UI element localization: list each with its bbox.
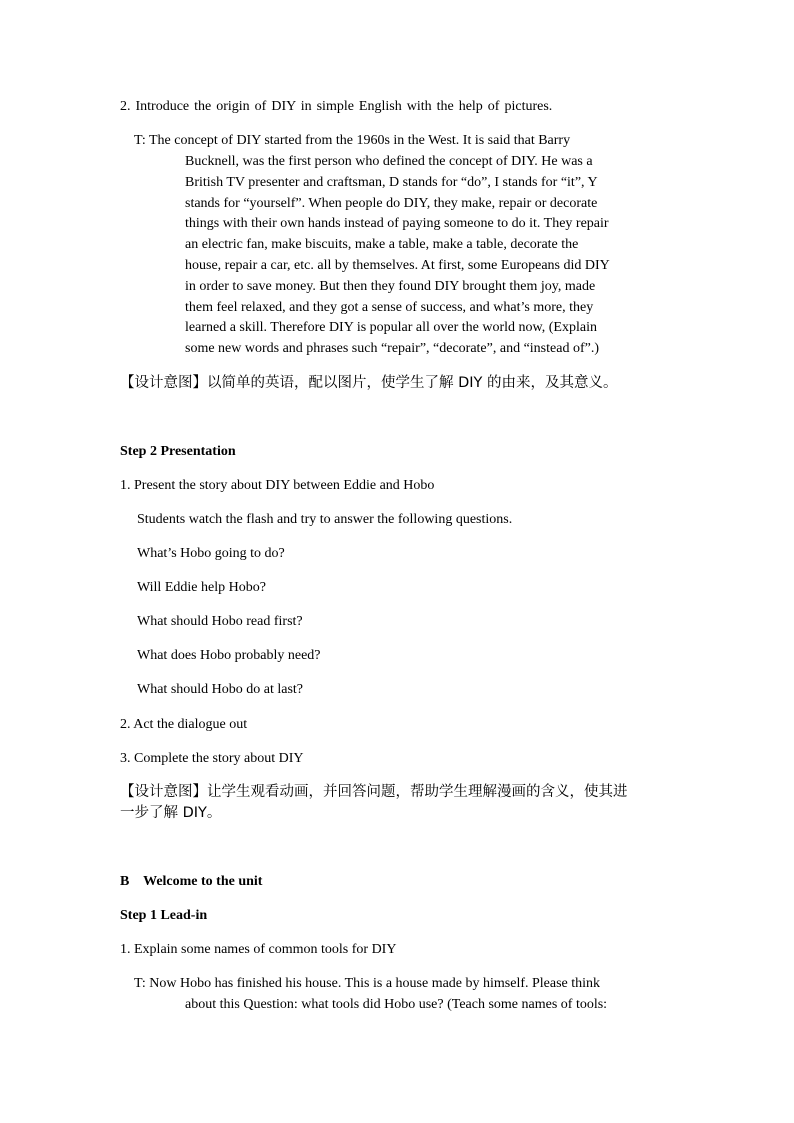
question-item: Will Eddie help Hobo? (137, 580, 266, 595)
teacher-line: T: Now Hobo has finished his house. This is a house made by himself. Please think (134, 976, 601, 991)
step-1-heading: Step 1 Lead-in (120, 908, 208, 923)
questions-intro: Students watch the flash and try to answer the following questions. (137, 512, 513, 527)
design-intent-note: 【设计意图】以简单的英语，配以图片，使学生了解 DIY 的由来，及其意义。 (120, 375, 618, 391)
paragraph-line: house, repair a car, etc. all by themselves. At first, some Europeans did DIY (185, 258, 610, 273)
question-item: What’s Hobo going to do? (137, 546, 285, 561)
step-1-item-1: 1. Explain some names of common tools for DIY (120, 942, 397, 957)
paragraph-line: in order to save money. But then they found DIY brought them joy, made (185, 279, 596, 294)
question-item: What should Hobo read first? (137, 614, 303, 629)
paragraph-line: things with their own hands instead of paying someone to do it. They repair (185, 216, 609, 231)
step-2-item-3: 3. Complete the story about DIY (120, 751, 304, 766)
question-item: What does Hobo probably need? (137, 648, 321, 663)
paragraph-line: stands for “yourself”. When people do DIY, they make, repair or decorate (185, 196, 598, 211)
paragraph-line: learned a skill. Therefore DIY is popular all over the world now, (Explain (185, 320, 597, 335)
design-intent-note-line-1: 【设计意图】让学生观看动画，并回答问题，帮助学生理解漫画的含义，使其进 (120, 784, 628, 800)
step-2-item-2: 2. Act the dialogue out (120, 717, 248, 732)
step-2-heading: Step 2 Presentation (120, 444, 236, 459)
paragraph-line: them feel relaxed, and they got a sense of success, and what’s more, they (185, 300, 594, 315)
section-b-heading: B Welcome to the unit (120, 874, 263, 889)
paragraph-line: Bucknell, was the first person who defined the concept of DIY. He was a (185, 154, 593, 169)
question-item: What should Hobo do at last? (137, 682, 304, 697)
paragraph-line: T: The concept of DIY started from the 1960s in the West. It is said that Barry (134, 133, 571, 148)
step-2-item-1: 1. Present the story about DIY between Eddie and Hobo (120, 478, 435, 493)
paragraph-line: British TV presenter and craftsman, D stands for “do”, I stands for “it”, Y (185, 175, 598, 190)
paragraph-line: an electric fan, make biscuits, make a table, make a table, decorate the (185, 237, 579, 252)
item-2-heading: 2. Introduce the origin of DIY in simple English with the help of pictures. (120, 99, 553, 114)
paragraph-line: some new words and phrases such “repair”, “decorate”, and “instead of”.) (185, 341, 599, 356)
teacher-line: about this Question: what tools did Hobo use? (Teach some names of tools: (185, 997, 608, 1012)
design-intent-note-line-2: 一步了解 DIY。 (120, 805, 222, 821)
